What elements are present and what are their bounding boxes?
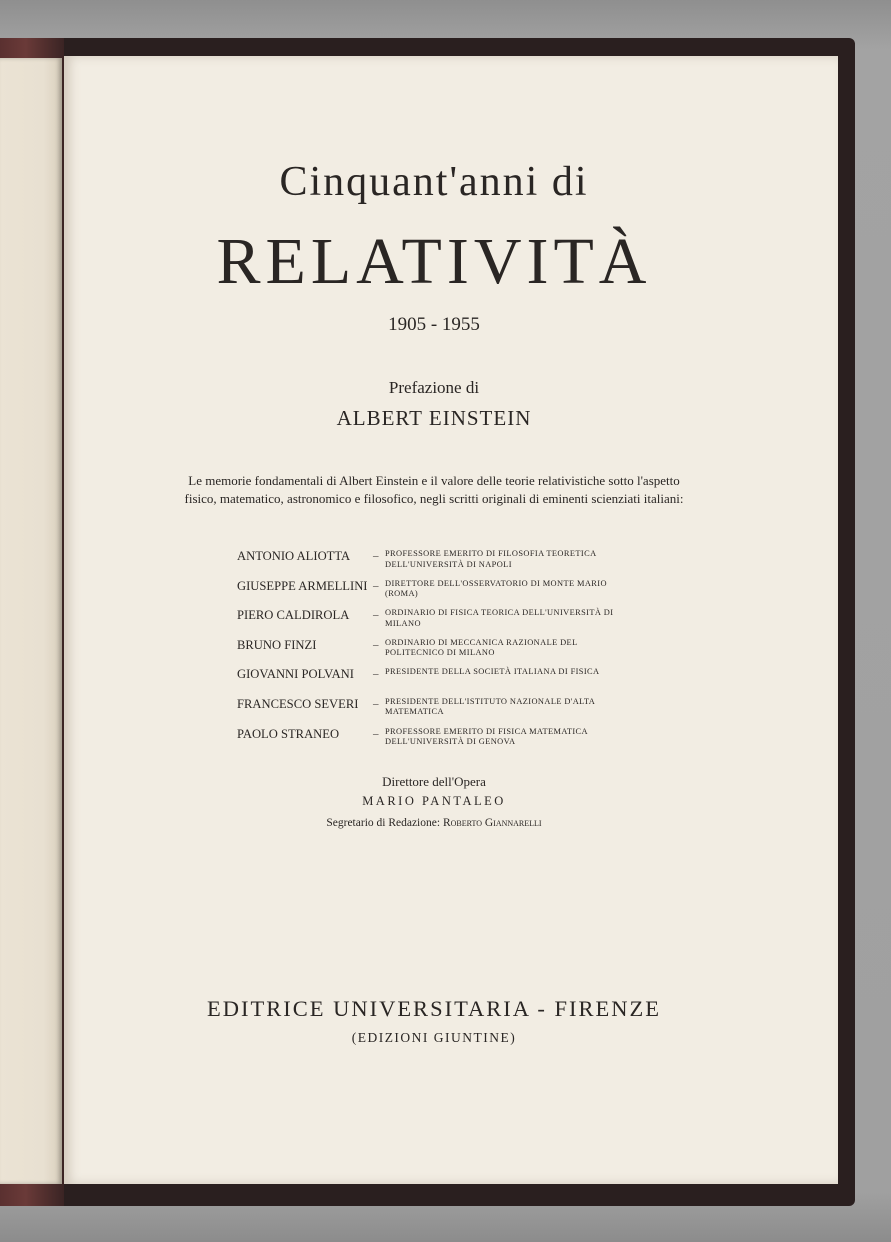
contributor-row <box>237 638 637 668</box>
intro-text: Le memorie fondamentali di Albert Einstein e il valore delle teorie relativistiche sotto l'aspetto fisico, matematico, astronomico e filosofico, negli scritti originali di eminenti scienziati italiani: <box>184 473 684 506</box>
contributor-name: PIERO CALDIROLA <box>237 608 350 623</box>
contributor-row <box>237 667 637 697</box>
contributor-name: PAOLO STRANEO <box>237 726 340 741</box>
dash: – <box>373 609 379 622</box>
left-page-edge <box>0 58 62 1184</box>
contributor-name: FRANCESCO SEVERI <box>237 696 359 711</box>
director-name: MARIO PANTALEO <box>362 794 506 808</box>
contributor-row <box>237 608 637 638</box>
contributor-row <box>237 697 637 727</box>
dash: – <box>373 668 379 681</box>
contributor-row <box>237 727 637 757</box>
title-page <box>64 56 838 1184</box>
contributor-name: ANTONIO ALIOTTA <box>237 549 351 563</box>
contributor-name: GIOVANNI POLVANI <box>237 667 354 682</box>
contributors-list <box>237 549 637 756</box>
contributor-name: GIUSEPPE ARMELLINI <box>237 578 368 593</box>
contributor-role: PROFESSORE EMERITO DI FISICA MATEMATICA DELL'UNIVERSITÀ DI GENOVA <box>385 726 588 747</box>
secretary-name: Roberto Giannarelli <box>442 817 542 829</box>
contributor-name: BRUNO FINZI <box>237 637 317 652</box>
years: 1905 - 1955 <box>388 314 480 335</box>
secretary-line <box>64 817 804 829</box>
contributor-row <box>237 579 637 609</box>
dash: – <box>373 579 379 592</box>
contributor-row <box>237 549 637 579</box>
contributor-role: PRESIDENTE DELL'ISTITUTO NAZIONALE D'ALTA MATEMATICA <box>385 696 595 717</box>
contributor-role: ORDINARIO DI FISICA TEORICA DELL'UNIVERSITÀ DI MILANO <box>385 608 614 628</box>
preface-author: ALBERT EINSTEIN <box>336 406 532 430</box>
preface-label: Prefazione di <box>388 378 480 397</box>
director-label: Direttore dell'Opera <box>382 774 486 789</box>
publisher: EDITRICE UNIVERSITARIA - FIRENZE <box>206 996 662 1021</box>
dash: – <box>373 697 379 710</box>
secretary-label: Segretario di Redazione: <box>326 817 441 829</box>
dash: – <box>373 550 379 562</box>
title-line-1: Cinquant'anni di <box>279 159 589 205</box>
dash: – <box>373 727 379 740</box>
contributor-role: PRESIDENTE DELLA SOCIETÀ ITALIANA DI FISICA <box>385 667 600 677</box>
dash: – <box>373 638 379 651</box>
title-line-2: RELATIVITÀ <box>216 225 652 298</box>
contributor-role: ORDINARIO DI MECCANICA RAZIONALE DEL POLITECNICO DI MILANO <box>385 637 578 658</box>
contributor-role: PROFESSORE EMERITO DI FILOSOFIA TEORETICA DELL'UNIVERSITÀ DI NAPOLI <box>385 549 597 569</box>
contributor-role: DIRETTORE DELL'OSSERVATORIO DI MONTE MARIO (ROMA) <box>385 578 607 599</box>
publisher-subtitle: (EDIZIONI GIUNTINE) <box>351 1030 517 1045</box>
